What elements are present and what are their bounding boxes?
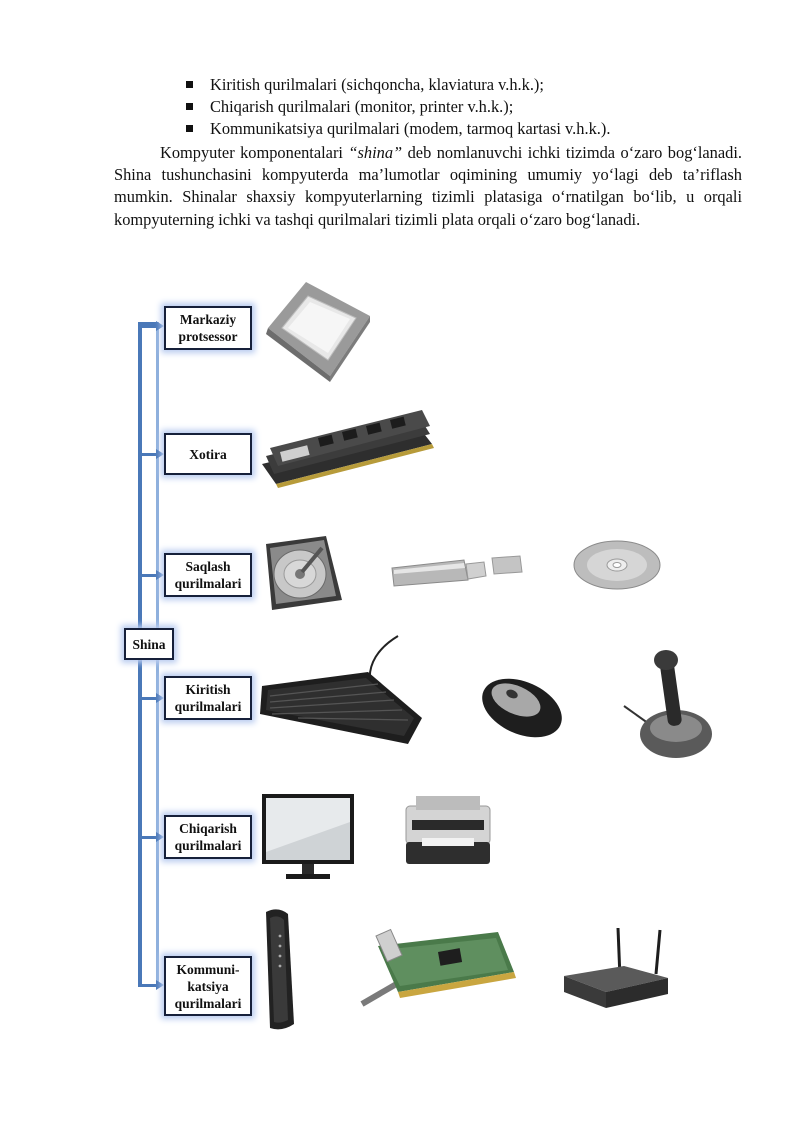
node-output-devices: Chiqarish qurilmalari — [164, 815, 252, 859]
branch-line — [140, 836, 156, 839]
printer-icon — [402, 792, 494, 868]
bullet-square-icon — [186, 81, 193, 88]
node-storage-devices: Saqlash qurilmalari — [164, 553, 252, 597]
branch-line — [140, 984, 156, 987]
branch-line — [140, 325, 156, 328]
bullet-square-icon — [186, 103, 193, 110]
cd-disc-icon — [572, 540, 662, 590]
keyboard-icon — [258, 634, 424, 746]
usb-flash-icon — [388, 552, 528, 592]
branch-arrow-icon — [156, 693, 164, 703]
monitor-icon — [260, 792, 356, 882]
cpu-icon — [258, 276, 378, 386]
branch-arrow-icon — [156, 570, 164, 580]
bullet-item: Kiritish qurilmalari (sichqoncha, klaviatura v.h.k.); — [186, 74, 610, 96]
node-memory: Xotira — [164, 433, 252, 475]
branch-arrow-icon — [156, 321, 164, 331]
branch-line — [140, 697, 156, 700]
node-central-processor: Markaziy protsessor — [164, 306, 252, 350]
bus-label-shina: Shina — [124, 628, 174, 660]
joystick-icon — [618, 644, 718, 762]
branch-line — [140, 574, 156, 577]
bullet-square-icon — [186, 125, 193, 132]
body-paragraph: Kompyuter komponentalari “shina” deb nomlanuvchi ichki tizimda o‘zaro bog‘lanadi. Shina tushunchasini kompyuterda ma’lumotlar oqimining umumiy yo‘lagi deb ta’riflash mumkin. Shinalar shaxsiy kompyuterlarning tizimli platasiga o‘rnatilgan bo‘lib, u orqali kompyuterning ichki va tashqi qurilmalari tizimli plata orqali o‘zaro bog‘lanadi. — [114, 143, 743, 229]
bullet-item: Chiqarish qurilmalari (monitor, printer v.h.k.); — [186, 96, 610, 118]
mouse-icon — [468, 668, 568, 740]
branch-line — [140, 453, 156, 456]
term-shina: “shina” — [348, 143, 403, 162]
hard-disk-icon — [262, 534, 344, 612]
modem-icon — [260, 906, 300, 1034]
branch-arrow-icon — [156, 449, 164, 459]
ram-icon — [258, 408, 438, 490]
router-icon — [560, 926, 672, 1012]
bullet-item: Kommunikatsiya qurilmalari (modem, tarmoq kartasi v.h.k.). — [186, 118, 610, 140]
node-communication-devices: Kommuni- katsiya qurilmalari — [164, 956, 252, 1016]
network-card-icon — [358, 926, 518, 1010]
bullet-list — [186, 74, 610, 140]
branch-arrow-icon — [156, 980, 164, 990]
node-input-devices: Kiritish qurilmalari — [164, 676, 252, 720]
branch-arrow-icon — [156, 832, 164, 842]
